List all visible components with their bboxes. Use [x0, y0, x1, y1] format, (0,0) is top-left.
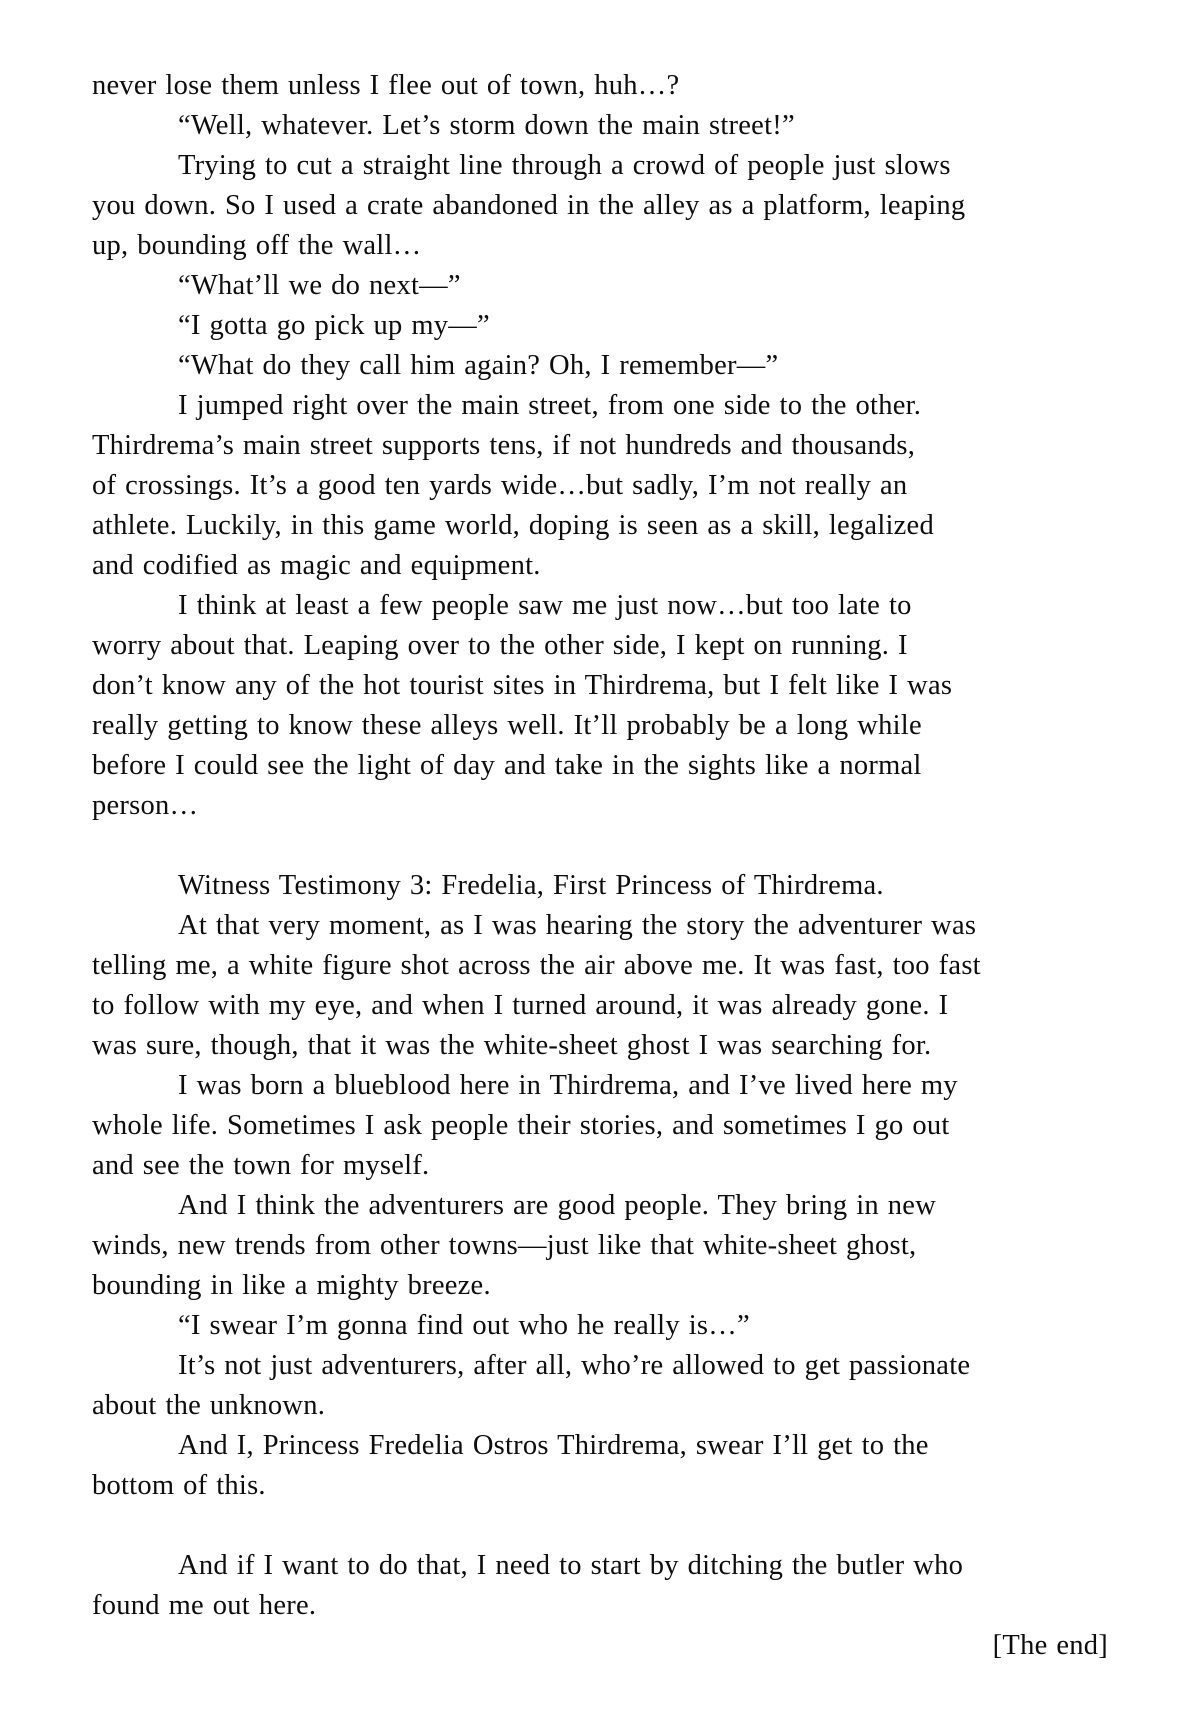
paragraph — [92, 346, 1108, 386]
paragraph — [92, 386, 1108, 586]
text-line: Thirdrema’s main street supports tens, if not hundreds and thousands, — [92, 430, 916, 461]
paragraph-spacer — [92, 826, 1108, 866]
text-line: of crossings. It’s a good ten yards wide…but sadly, I’m not really an — [92, 470, 908, 501]
text-line: It’s not just adventurers, after all, who’re allowed to get passionate — [178, 1350, 971, 1381]
text-line: and codified as magic and equipment. — [92, 550, 541, 581]
paragraph — [92, 1346, 1108, 1426]
paragraph — [92, 1186, 1108, 1306]
text-line: bottom of this. — [92, 1470, 266, 1501]
end-marker: [The end] — [992, 1630, 1108, 1661]
text-line: worry about that. Leaping over to the other side, I kept on running. I — [92, 630, 908, 661]
text-line: whole life. Sometimes I ask people their stories, and sometimes I go out — [92, 1110, 950, 1141]
paragraph — [92, 906, 1108, 1066]
text-line: bounding in like a mighty breeze. — [92, 1270, 491, 1301]
text-line: to follow with my eye, and when I turned around, it was already gone. I — [92, 990, 949, 1021]
text-line: before I could see the light of day and take in the sights like a normal — [92, 750, 922, 781]
text-line: you down. So I used a crate abandoned in the alley as a platform, leaping — [92, 190, 966, 221]
text-line: And if I want to do that, I need to start by ditching the butler who — [178, 1550, 964, 1581]
text-line: really getting to know these alleys well. It’ll probably be a long while — [92, 710, 922, 741]
text-line: “Well, whatever. Let’s storm down the main street!” — [178, 110, 795, 141]
paragraph — [92, 1546, 1108, 1626]
text-line: Trying to cut a straight line through a crowd of people just slows — [178, 150, 951, 181]
text-line: winds, new trends from other towns—just like that white-sheet ghost, — [92, 1230, 917, 1261]
text-line: I jumped right over the main street, from one side to the other. — [178, 390, 922, 421]
text-line: found me out here. — [92, 1590, 317, 1621]
paragraph — [92, 146, 1108, 266]
text-line: was sure, though, that it was the white-sheet ghost I was searching for. — [92, 1030, 932, 1061]
paragraph — [92, 106, 1108, 146]
paragraph-spacer — [92, 1506, 1108, 1546]
text-line: “I swear I’m gonna find out who he really is…” — [178, 1310, 750, 1341]
paragraph — [92, 66, 1108, 106]
paragraph — [92, 1426, 1108, 1506]
paragraph — [92, 1306, 1108, 1346]
text-line: Witness Testimony 3: Fredelia, First Princess of Thirdrema. — [178, 870, 884, 901]
paragraph — [92, 586, 1108, 826]
text-line: “What’ll we do next—” — [178, 270, 461, 301]
text-line: “What do they call him again? Oh, I remember—” — [178, 350, 779, 381]
text-line: athlete. Luckily, in this game world, doping is seen as a skill, legalized — [92, 510, 934, 541]
text-line: about the unknown. — [92, 1390, 326, 1421]
text-line: I was born a blueblood here in Thirdrema, and I’ve lived here my — [178, 1070, 958, 1101]
text-line: “I gotta go pick up my—” — [178, 310, 490, 341]
paragraph — [92, 306, 1108, 346]
text-line: up, bounding off the wall… — [92, 230, 422, 261]
text-line: person… — [92, 790, 199, 821]
text-line: I think at least a few people saw me just now…but too late to — [178, 590, 912, 621]
text-line: At that very moment, as I was hearing the story the adventurer was — [178, 910, 977, 941]
text-line: don’t know any of the hot tourist sites in Thirdrema, but I felt like I was — [92, 670, 953, 701]
paragraph — [92, 266, 1108, 306]
text-line: telling me, a white figure shot across the air above me. It was fast, too fast — [92, 950, 981, 981]
page-text — [92, 66, 1108, 1666]
paragraph — [92, 866, 1108, 906]
text-line: never lose them unless I flee out of town, huh…? — [92, 70, 680, 101]
text-line: And I, Princess Fredelia Ostros Thirdrema, swear I’ll get to the — [178, 1430, 929, 1461]
text-line: And I think the adventurers are good people. They bring in new — [178, 1190, 937, 1221]
text-line: and see the town for myself. — [92, 1150, 430, 1181]
paragraph — [92, 1066, 1108, 1186]
